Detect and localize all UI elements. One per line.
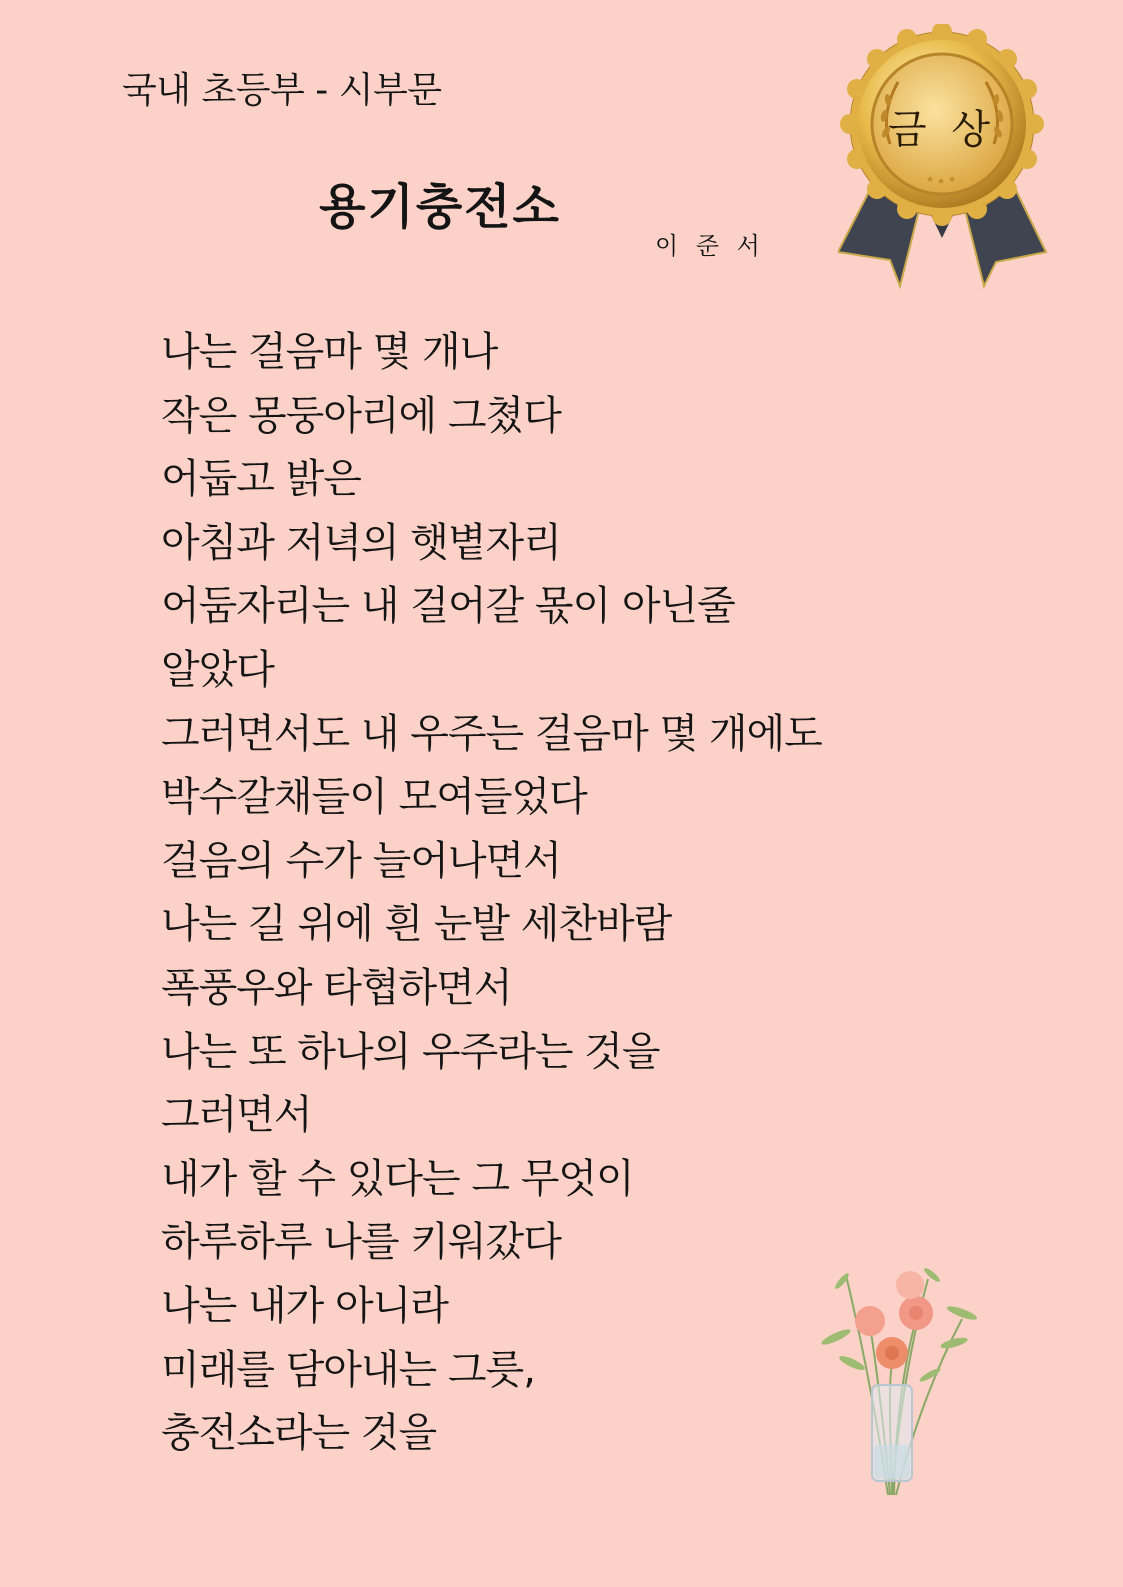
poem-line: 어둡고 밝은 xyxy=(161,456,361,503)
poem-line: 나는 또 하나의 우주라는 것을 xyxy=(161,1028,660,1075)
poem-title: 용기충전소 xyxy=(319,179,561,235)
svg-text:★: ★ xyxy=(926,175,935,185)
poem-line: 폭풍우와 타협하면서 xyxy=(161,964,512,1011)
flower-vase-icon xyxy=(812,1255,992,1505)
poem-line: 작은 몽둥아리에 그쳤다 xyxy=(161,392,561,439)
poem-line: 나는 길 위에 흰 눈발 세찬바람 xyxy=(161,901,672,948)
gold-medal-icon xyxy=(838,24,1054,296)
poem-line: 알았다 xyxy=(161,646,274,693)
poem-line: 나는 걸음마 몇 개나 xyxy=(161,329,498,375)
svg-text:★: ★ xyxy=(948,175,957,185)
poem-line: 걸음의 수가 늘어나면서 xyxy=(161,837,561,884)
poem-line: 아침과 저녁의 햇볕자리 xyxy=(161,519,561,566)
poem-line: 나는 내가 아니라 xyxy=(161,1282,448,1329)
poem-line: 하루하루 나를 키워갔다 xyxy=(161,1219,561,1266)
poem-body xyxy=(161,327,822,1472)
poem-line: 충전소라는 것을 xyxy=(161,1410,437,1457)
author-name: 이 준 서 xyxy=(655,232,765,260)
poem-line: 어둠자리는 내 걸어갈 몫이 아닌줄 xyxy=(161,583,735,630)
poem-line: 미래를 담아내는 그릇, xyxy=(161,1346,535,1393)
award-label: 금 상 xyxy=(888,107,996,153)
poem-line: 내가 할 수 있다는 그 무엇이 xyxy=(161,1155,634,1202)
poem-line: 박수갈채들이 모여들었다 xyxy=(161,774,587,821)
category-label: 국내 초등부 - 시부문 xyxy=(122,70,442,111)
svg-text:★: ★ xyxy=(937,177,946,187)
poem-line: 그러면서도 내 우주는 걸음마 몇 개에도 xyxy=(161,710,822,757)
poem-line: 그러면서 xyxy=(161,1092,312,1139)
